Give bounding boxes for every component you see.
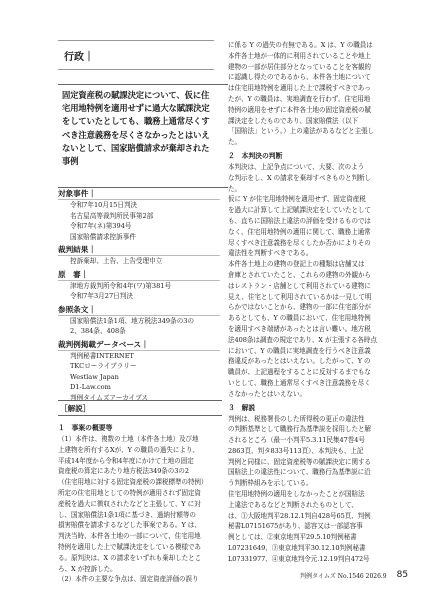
body-line: 所定の住宅用地としての特例が適用されず固定資	[58, 488, 201, 497]
body-line: はレストラン・店舗として利用されている建物に	[228, 281, 371, 290]
body-line: 倉庫とされていたこと、これらの建物の外観から	[228, 270, 371, 279]
headline-line: 宅用地特例を適用せずに過大な賦課決定	[62, 103, 210, 114]
body-line: 本判決は、上記争点について、大要、次のよう	[228, 162, 365, 171]
meta-value: 判例秘書INTERNET	[70, 351, 134, 360]
body-line: ろ、X が控訴した。	[58, 564, 117, 573]
body-line: 判例と同様に、固定資産税等の賦課決定に関する	[228, 457, 371, 466]
body-line: を適用すべき端緒があったとは言い難い。地方税	[228, 324, 371, 333]
body-line: あるとしても、Y の職員において、住宅用地特例	[228, 314, 371, 323]
meta-label-statutes: 参照条文｜	[58, 304, 220, 316]
meta-value: TKCローライブラリー	[70, 362, 137, 370]
body-line: 特例を適用した上で賦課決定をしている模様であ	[58, 542, 201, 551]
meta-label-databases: 裁判例掲載データベース｜	[58, 339, 220, 351]
meta-value: 令和7年(ネ)第394号	[70, 222, 132, 230]
body-line: L07231649、③東京地判平30.12.10判例秘書	[228, 544, 366, 553]
body-line: 損害賠償を請求するなどした事案である。Y は、	[58, 521, 201, 530]
headline-line: をしていたとしても、職務上通常尽くす	[62, 116, 210, 127]
body-line: （1）本件は、複数の土地（本件各土地）及び地	[58, 435, 199, 443]
body-line: 本件各土地上の建物の登記上の種類は店舗又は	[228, 260, 365, 269]
headline-line: 固定資産税の賦課決定について、仮に住	[62, 90, 210, 100]
body-line: らかではないことから、建物の一部に住宅部分が	[228, 303, 371, 312]
meta-value: Westlaw Japan	[70, 372, 119, 381]
body-line: 建物の一部が居住部分となっていることを客観的	[228, 62, 371, 71]
body-line: 上違法であるなどと判断されたものとして、	[228, 500, 358, 509]
body-line: る。原判決は、X の請求をいずれも棄却したとこ	[58, 553, 202, 562]
body-line: 務違反があったとはいえない。したがって、Y の	[228, 357, 371, 366]
meta-label-original: 原 審｜	[58, 269, 220, 281]
case-metadata	[58, 186, 220, 403]
body-line: 本件各土地が一体的に利用されていることや地上	[228, 51, 371, 60]
body-line: 資産税の算定にあたり地方税法349条の3の2	[58, 467, 190, 476]
body-line: 職員が、上記過程をすることに反対するまでもな	[228, 368, 371, 377]
body-line: 仮に Y が住宅用地特例を適用せず、固定資産税	[228, 195, 366, 204]
meta-value: 控訴棄却、上告、上告受理申立	[70, 257, 163, 265]
section-subheading: ２ 本判決の判断	[228, 151, 283, 160]
body-line: 法408条は調査の規定であり、X が主張する各時点	[228, 335, 377, 344]
body-line: （2）本件の主要な争点は、固定資産評価の誤り	[58, 575, 199, 584]
body-line: 住宅用地特例の適用をしなかったことが国賠法	[228, 490, 365, 499]
body-line: 例としては、②東京地判平29.5.10判例秘書	[228, 533, 357, 542]
headline-line: ないとして、国家賠償請求が棄却された	[62, 142, 210, 153]
body-line: を過大に計算して上記賦課決定をしていたとして	[228, 206, 371, 215]
page-number: 85	[396, 570, 409, 580]
body-line: 2863頁、判タ833号113頁）、本判決も、上記	[228, 446, 364, 455]
body-line: 判例は、税務署長のした所得税の更正の違法性	[228, 414, 365, 423]
body-line: た。	[228, 138, 241, 147]
body-line: （住宅用地に対する固定資産税の課税標準の特例）	[58, 478, 208, 487]
body-line: は住宅用地特例を適用した上で課税すべきであっ	[228, 84, 371, 93]
headline-line: べき注意義務を尽くさなかったとはいえ	[62, 129, 210, 140]
meta-value: 国家賠償法1条1項、地方税法349条の3の	[70, 316, 195, 325]
body-line: に認識し得たのであるから、本件各土地について	[228, 73, 371, 82]
right-column-body	[228, 40, 394, 565]
case-headline	[58, 84, 228, 188]
page-footer	[300, 570, 420, 580]
body-line: 秘書L07151675があり、認容又は一部認容事	[228, 522, 363, 531]
body-line: 見え、住宅として利用されているかは一見して明	[228, 292, 372, 301]
body-line: 上建物を所有するXが、Y の職員の過失により、	[58, 445, 199, 454]
body-line: の判断基準として職務行為基準説を採用したと解	[228, 425, 371, 434]
body-line: たが、Y の職員は、実地調査を行わず、住宅用地	[228, 94, 371, 103]
body-line: な判示をし、X の請求を棄却すべきものと判断し	[228, 173, 371, 182]
meta-value: 国家賠償請求控訴事件	[70, 232, 136, 241]
journal-issue: 判例タイムズ No.1546 2026.9	[300, 572, 387, 580]
body-line: なく、住宅用地特例の適用に関して、職務上通常	[228, 227, 371, 236]
body-line: 課決定をしたものであり、国家賠償法（以下	[228, 116, 358, 125]
body-line: L07331977、④東京地判令元.12.19判自472号	[228, 554, 370, 563]
headline-line: 事例	[62, 156, 79, 167]
body-line: た。	[228, 184, 241, 193]
body-line: において、Y の職員に実地調査を行うべき注意義	[228, 346, 371, 355]
body-line: も、直ちに国賠法上違法の評価を受けるものでは	[228, 216, 371, 225]
left-column-body	[58, 420, 220, 585]
body-line: は、①大阪地判平28.12.1判自428号65頁、判例	[228, 511, 371, 520]
body-line: されるところ（最一小判平5.3.11民集47巻4号	[228, 436, 365, 445]
meta-label-case: 対象事件｜	[58, 188, 220, 200]
section-subheading: １ 事案の概要等	[58, 424, 113, 432]
meta-value: 津地方裁判所令和4年(ワ)第381号	[70, 281, 172, 290]
body-line: さなかったとはいえない。	[228, 389, 306, 398]
body-line: 判決当時、本件各土地の一部について、住宅用地	[58, 532, 201, 541]
body-line: 「国賠法」という。）上の違法があるなどと主張し	[228, 127, 375, 136]
body-line: に係る Y の過失の有無である。X は、Y の職員は	[228, 41, 373, 49]
meta-value: 2、384条、408条	[70, 327, 126, 335]
body-line: 平成14年度から令和4年度にかけて土地の固定	[58, 456, 194, 465]
meta-value: 令和7年3月27日判決	[70, 292, 133, 300]
section-subheading: ３ 解説	[228, 403, 256, 412]
body-line: 違法性を判断すべきである。	[228, 249, 313, 258]
commentary-heading: ［解説］	[58, 400, 222, 416]
body-line: 産税を過大に徴収されたなどと主張して、Y に対	[58, 499, 201, 508]
meta-value: 名古屋高等裁判所民事第2部	[70, 211, 154, 220]
category-label: 行政｜	[58, 40, 214, 70]
body-line: 特例の適用をせずに本件各土地の固定資産税の賦	[228, 105, 371, 114]
meta-value: D1-Law.com	[70, 383, 111, 391]
meta-value: 判例タイムズアーカイブス	[70, 393, 149, 402]
body-line: う判断枠組みを示している。	[228, 479, 313, 488]
meta-label-result: 裁判結果｜	[58, 244, 220, 256]
body-line: いとして、職務上通常尽くすべき注意義務を尽く	[228, 378, 371, 387]
body-line: 国賠法上の違法性について、職務行為基準説に沿	[228, 468, 371, 477]
body-line: し、国家賠償法1条1項に基づき、過納付額等の	[58, 510, 196, 519]
meta-value: 令和7年10月15日判決	[70, 201, 138, 209]
body-line: 尽くすべき注意義務を尽くしたか否かによりその	[228, 238, 371, 247]
